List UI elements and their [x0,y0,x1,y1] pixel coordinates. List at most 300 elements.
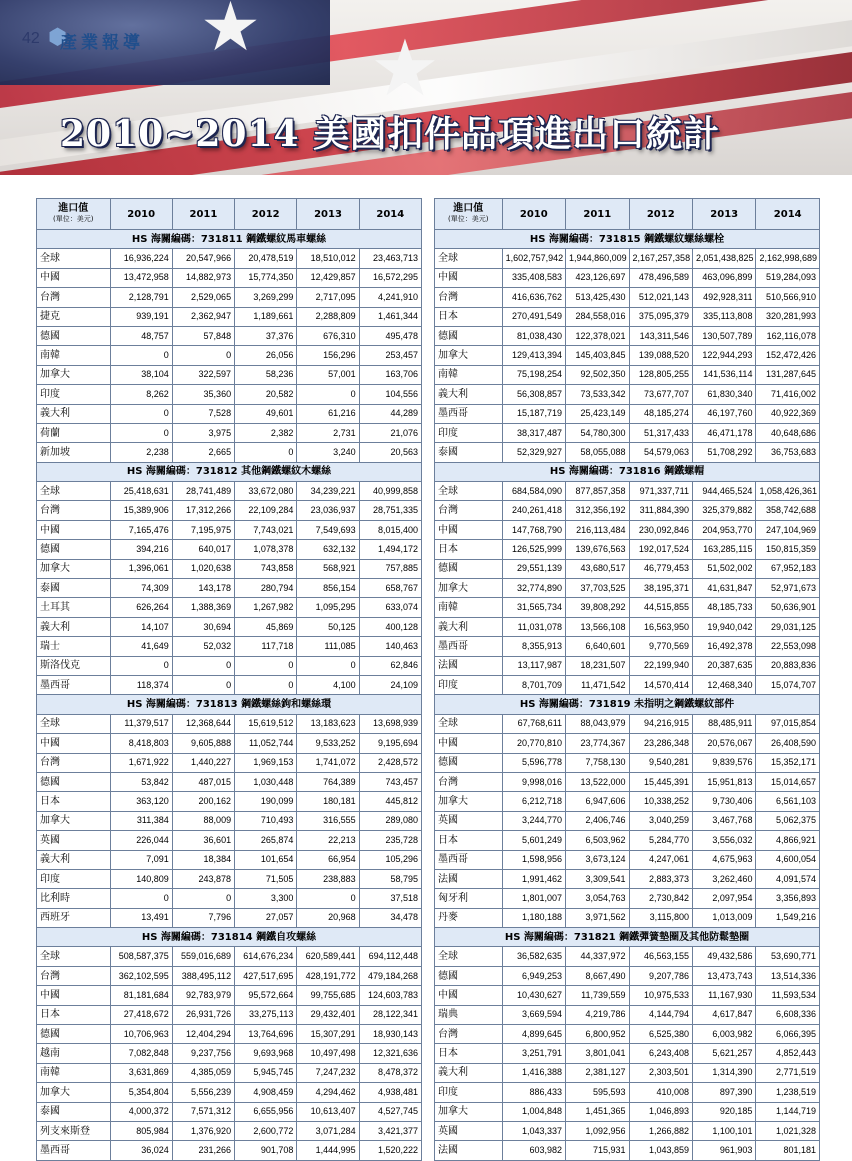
section-row [37,230,422,249]
value-cell: 7,528 [172,404,234,423]
corner-header [37,199,111,230]
value-cell: 1,144,719 [756,1102,820,1121]
table-row [37,1141,422,1160]
value-cell: 111,085 [297,637,359,656]
value-cell: 24,109 [359,675,421,694]
value-cell: 5,601,249 [502,831,565,850]
import-table-left [36,198,422,1161]
table-row [435,792,820,811]
value-cell: 2,665 [172,443,234,462]
value-cell: 1,416,388 [502,1063,565,1082]
value-cell: 26,056 [235,346,297,365]
value-cell: 20,770,810 [502,734,565,753]
value-cell: 5,596,778 [502,753,565,772]
value-cell: 0 [235,675,297,694]
value-cell: 10,975,533 [629,986,692,1005]
value-cell: 3,054,763 [566,889,629,908]
value-cell: 23,036,937 [297,501,359,520]
value-cell: 52,032 [172,637,234,656]
hs-code-title: HS 海關編碼：731819 未指明之鋼鐵螺紋部件 [435,695,820,714]
value-cell: 32,774,890 [502,579,565,598]
value-cell: 40,922,369 [756,404,820,423]
value-cell: 40,999,858 [359,482,421,501]
country-cell: 台灣 [37,501,111,520]
value-cell: 25,423,149 [566,404,629,423]
value-cell: 7,082,848 [110,1044,172,1063]
value-cell: 95,572,664 [235,986,297,1005]
value-cell: 139,088,520 [629,346,692,365]
country-cell: 日本 [37,1005,111,1024]
value-cell: 801,181 [756,1141,820,1160]
country-cell: 日本 [435,831,503,850]
value-cell: 1,004,848 [502,1102,565,1121]
value-cell: 6,503,962 [566,831,629,850]
value-cell: 0 [110,656,172,675]
value-cell: 4,908,459 [235,1083,297,1102]
value-cell: 13,472,958 [110,268,172,287]
value-cell: 140,809 [110,869,172,888]
country-cell: 義大利 [37,404,111,423]
value-cell: 495,478 [359,326,421,345]
value-cell: 20,968 [297,908,359,927]
value-cell: 11,031,078 [502,617,565,636]
value-cell: 48,757 [110,326,172,345]
value-cell: 743,858 [235,559,297,578]
value-cell: 684,584,090 [502,482,565,501]
section-row [37,928,422,947]
table-row [37,540,422,559]
value-cell: 764,389 [297,772,359,791]
value-cell: 2,771,519 [756,1063,820,1082]
value-cell: 162,116,078 [756,326,820,345]
table-row [37,501,422,520]
table-row [37,811,422,830]
value-cell: 101,654 [235,850,297,869]
value-cell: 4,100 [297,675,359,694]
value-cell: 238,883 [297,869,359,888]
table-row [37,792,422,811]
value-cell: 61,216 [297,404,359,423]
value-cell: 117,718 [235,637,297,656]
value-cell: 2,382 [235,423,297,442]
table-row [435,811,820,830]
table-row [37,908,422,927]
value-cell: 15,389,906 [110,501,172,520]
value-cell: 75,198,254 [502,365,565,384]
star-icon: ★ [200,0,261,67]
country-cell: 日本 [435,540,503,559]
value-cell: 1,388,369 [172,598,234,617]
value-cell: 3,244,770 [502,811,565,830]
value-cell: 694,112,448 [359,947,421,966]
table-row [435,850,820,869]
value-cell: 0 [297,889,359,908]
country-cell: 丹麥 [435,908,503,927]
value-cell: 52,329,927 [502,443,565,462]
value-cell: 51,502,002 [692,559,755,578]
value-cell: 118,374 [110,675,172,694]
value-cell: 44,515,855 [629,598,692,617]
country-cell: 斯洛伐克 [37,656,111,675]
country-cell: 印度 [435,423,503,442]
value-cell: 124,603,783 [359,986,421,1005]
value-cell: 3,356,893 [756,889,820,908]
value-cell: 3,467,768 [692,811,755,830]
value-cell: 0 [110,404,172,423]
country-cell: 全球 [37,714,111,733]
value-cell: 710,493 [235,811,297,830]
value-cell: 38,317,487 [502,423,565,442]
table-row [37,268,422,287]
value-cell: 15,951,813 [692,772,755,791]
year-header: 2014 [359,199,421,230]
value-cell: 51,708,292 [692,443,755,462]
value-cell: 10,706,963 [110,1025,172,1044]
value-cell: 1,444,995 [297,1141,359,1160]
table-row [435,1083,820,1102]
value-cell: 240,261,418 [502,501,565,520]
country-cell: 英國 [435,1121,503,1140]
value-cell: 39,808,292 [566,598,629,617]
year-header: 2012 [629,199,692,230]
value-cell: 410,008 [629,1083,692,1102]
value-cell: 265,874 [235,831,297,850]
hs-code-title: HS 海關編碼：731816 鋼鐵螺帽 [435,462,820,481]
value-cell: 0 [172,656,234,675]
value-cell: 7,743,021 [235,520,297,539]
corner-label: 進口值 [453,203,484,214]
country-cell: 印度 [37,869,111,888]
value-cell: 280,794 [235,579,297,598]
table-row [435,1141,820,1160]
value-cell: 22,213 [297,831,359,850]
value-cell: 8,478,372 [359,1063,421,1082]
value-cell: 479,184,268 [359,966,421,985]
value-cell: 1,100,101 [692,1121,755,1140]
value-cell: 29,432,401 [297,1005,359,1024]
year-header: 2010 [502,199,565,230]
value-cell: 235,728 [359,831,421,850]
value-cell: 7,247,232 [297,1063,359,1082]
value-cell: 190,099 [235,792,297,811]
value-cell: 388,495,112 [172,966,234,985]
value-cell: 13,473,743 [692,966,755,985]
value-cell: 38,195,371 [629,579,692,598]
table-row [37,1063,422,1082]
country-cell: 全球 [435,249,503,268]
value-cell: 92,502,350 [566,365,629,384]
value-cell: 14,570,414 [629,675,692,694]
value-cell: 31,565,734 [502,598,565,617]
table-row [435,540,820,559]
value-cell: 28,741,489 [172,482,234,501]
value-cell: 3,300 [235,889,297,908]
value-cell: 427,517,695 [235,966,297,985]
value-cell: 316,555 [297,811,359,830]
country-cell: 加拿大 [435,792,503,811]
country-cell: 中國 [37,268,111,287]
value-cell: 46,563,155 [629,947,692,966]
value-cell: 36,601 [172,831,234,850]
table-row [37,482,422,501]
value-cell: 13,183,623 [297,714,359,733]
table-row [37,307,422,326]
value-cell: 23,774,367 [566,734,629,753]
value-cell: 9,839,576 [692,753,755,772]
table-row [435,908,820,927]
corner-unit: (單位：美元) [53,215,94,223]
hexagon-icon: ⬢ [48,25,68,50]
value-cell: 633,074 [359,598,421,617]
value-cell: 52,971,673 [756,579,820,598]
country-cell: 比利時 [37,889,111,908]
value-cell: 0 [235,656,297,675]
value-cell: 2,162,998,689 [756,249,820,268]
value-cell: 15,619,512 [235,714,297,733]
country-cell: 英國 [435,811,503,830]
value-cell: 1,189,661 [235,307,297,326]
table-row [37,520,422,539]
value-cell: 8,015,400 [359,520,421,539]
table-row [37,753,422,772]
value-cell: 805,984 [110,1121,172,1140]
value-cell: 36,024 [110,1141,172,1160]
value-cell: 9,693,968 [235,1044,297,1063]
country-cell: 台灣 [37,288,111,307]
value-cell: 7,091 [110,850,172,869]
country-cell: 瑞士 [37,637,111,656]
value-cell: 4,527,745 [359,1102,421,1121]
table-row [435,1005,820,1024]
value-cell: 13,566,108 [566,617,629,636]
value-cell: 3,669,594 [502,1005,565,1024]
value-cell: 3,240 [297,443,359,462]
value-cell: 2,097,954 [692,889,755,908]
value-cell: 6,947,606 [566,792,629,811]
value-cell: 156,296 [297,346,359,365]
star-icon: ★ [370,24,440,114]
value-cell: 4,866,921 [756,831,820,850]
value-cell: 4,091,574 [756,869,820,888]
value-cell: 400,128 [359,617,421,636]
value-cell: 320,281,993 [756,307,820,326]
value-cell: 67,952,183 [756,559,820,578]
country-cell: 全球 [37,482,111,501]
value-cell: 4,000,372 [110,1102,172,1121]
value-cell: 1,440,227 [172,753,234,772]
table-row [37,365,422,384]
value-cell: 58,795 [359,869,421,888]
value-cell: 41,649 [110,637,172,656]
value-cell: 226,044 [110,831,172,850]
value-cell: 92,783,979 [172,986,234,1005]
value-cell: 22,553,098 [756,637,820,656]
value-cell: 335,408,583 [502,268,565,287]
country-cell: 義大利 [435,1063,503,1082]
value-cell: 216,113,484 [566,520,629,539]
value-cell: 363,120 [110,792,172,811]
value-cell: 0 [110,889,172,908]
value-cell: 36,582,635 [502,947,565,966]
table-row [37,326,422,345]
value-cell: 204,953,770 [692,520,755,539]
value-cell: 122,378,021 [566,326,629,345]
table-row [37,986,422,1005]
value-cell: 46,197,760 [692,404,755,423]
value-cell: 0 [172,675,234,694]
value-cell: 1,021,328 [756,1121,820,1140]
value-cell: 676,310 [297,326,359,345]
table-row [37,1121,422,1140]
value-cell: 1,092,956 [566,1121,629,1140]
table-row [435,307,820,326]
table-row [435,1044,820,1063]
value-cell: 66,954 [297,850,359,869]
value-cell: 15,014,657 [756,772,820,791]
value-cell: 512,021,143 [629,288,692,307]
value-cell: 11,593,534 [756,986,820,1005]
table-row [435,1121,820,1140]
year-header: 2013 [692,199,755,230]
value-cell: 4,600,054 [756,850,820,869]
country-cell: 墨西哥 [435,637,503,656]
value-cell: 81,181,684 [110,986,172,1005]
table-row [37,346,422,365]
country-cell: 日本 [37,792,111,811]
value-cell: 6,243,408 [629,1044,692,1063]
country-cell: 荷蘭 [37,423,111,442]
value-cell: 37,376 [235,326,297,345]
value-cell: 20,883,836 [756,656,820,675]
table-row [435,986,820,1005]
value-cell: 335,113,808 [692,307,755,326]
value-cell: 11,739,559 [566,986,629,1005]
table-row [435,404,820,423]
country-cell: 日本 [435,1044,503,1063]
table-row [37,675,422,694]
value-cell: 34,239,221 [297,482,359,501]
section-row [37,695,422,714]
value-cell: 3,251,791 [502,1044,565,1063]
table-row [37,559,422,578]
table-row [435,734,820,753]
value-cell: 13,117,987 [502,656,565,675]
table-row [37,385,422,404]
value-cell: 128,805,255 [629,365,692,384]
value-cell: 8,701,709 [502,675,565,694]
value-cell: 23,463,713 [359,249,421,268]
corner-unit: (單位：美元) [448,215,489,223]
country-cell: 南韓 [37,346,111,365]
value-cell: 1,043,337 [502,1121,565,1140]
value-cell: 3,262,460 [692,869,755,888]
year-header: 2012 [235,199,297,230]
value-cell: 40,648,686 [756,423,820,442]
value-cell: 150,815,359 [756,540,820,559]
country-cell: 全球 [37,947,111,966]
table-row [435,268,820,287]
country-cell: 德國 [435,326,503,345]
value-cell: 15,445,391 [629,772,692,791]
value-cell: 6,561,103 [756,792,820,811]
value-cell: 14,882,973 [172,268,234,287]
table-row [435,966,820,985]
value-cell: 961,903 [692,1141,755,1160]
value-cell: 1,451,365 [566,1102,629,1121]
country-cell: 墨西哥 [435,404,503,423]
value-cell: 944,465,524 [692,482,755,501]
value-cell: 130,507,789 [692,326,755,345]
value-cell: 43,680,517 [566,559,629,578]
value-cell: 4,241,910 [359,288,421,307]
value-cell: 28,751,335 [359,501,421,520]
value-cell: 5,354,804 [110,1083,172,1102]
table-row [435,753,820,772]
value-cell: 94,216,915 [629,714,692,733]
corner-label: 進口值 [58,203,89,214]
year-header: 2014 [756,199,820,230]
value-cell: 19,940,042 [692,617,755,636]
hs-code-title: HS 海關編碼：731811 鋼鐵螺紋馬車螺絲 [37,230,422,249]
value-cell: 20,547,966 [172,249,234,268]
table-row [37,1005,422,1024]
section-row [435,230,820,249]
value-cell: 9,195,694 [359,734,421,753]
value-cell: 3,269,299 [235,288,297,307]
table-row [37,423,422,442]
table-row [435,947,820,966]
value-cell: 603,982 [502,1141,565,1160]
country-cell: 義大利 [37,850,111,869]
value-cell: 10,430,627 [502,986,565,1005]
value-cell: 12,468,340 [692,675,755,694]
value-cell: 8,418,803 [110,734,172,753]
value-cell: 88,485,911 [692,714,755,733]
value-cell: 16,563,950 [629,617,692,636]
table-row [37,656,422,675]
year-header: 2010 [110,199,172,230]
country-cell: 台灣 [37,966,111,985]
value-cell: 568,921 [297,559,359,578]
country-cell: 全球 [435,714,503,733]
value-cell: 6,800,952 [566,1025,629,1044]
value-cell: 1,376,920 [172,1121,234,1140]
table-row [435,656,820,675]
value-cell: 15,074,707 [756,675,820,694]
country-cell: 日本 [435,307,503,326]
value-cell: 126,525,999 [502,540,565,559]
country-cell: 列支來斯登 [37,1121,111,1140]
country-cell: 德國 [435,753,503,772]
value-cell: 2,362,947 [172,307,234,326]
value-cell: 4,247,061 [629,850,692,869]
value-cell: 0 [110,423,172,442]
value-cell: 311,884,390 [629,501,692,520]
value-cell: 12,368,644 [172,714,234,733]
table-row [435,346,820,365]
hs-code-title: HS 海關編碼：731815 鋼鐵螺紋螺絲螺栓 [435,230,820,249]
value-cell: 73,533,342 [566,385,629,404]
value-cell: 1,396,061 [110,559,172,578]
table-row [435,365,820,384]
year-header: 2011 [172,199,234,230]
value-cell: 658,767 [359,579,421,598]
value-cell: 886,433 [502,1083,565,1102]
value-cell: 152,472,426 [756,346,820,365]
value-cell: 12,404,294 [172,1025,234,1044]
value-cell: 4,617,847 [692,1005,755,1024]
value-cell: 17,312,266 [172,501,234,520]
